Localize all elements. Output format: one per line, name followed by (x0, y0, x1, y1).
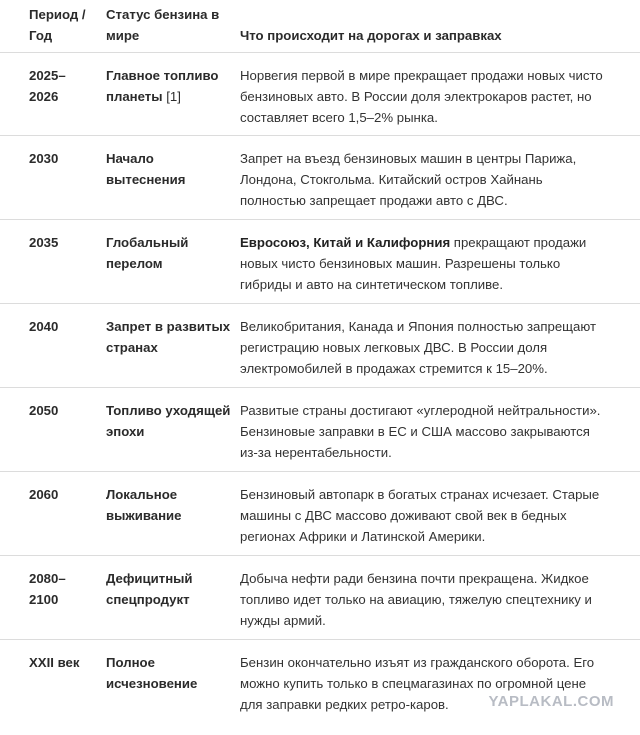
row-period: 2050 (29, 403, 59, 418)
table-row (0, 219, 640, 304)
row-description (240, 484, 610, 547)
row-description-emphasis: Евросоюз, Китай и Калифорния (240, 235, 451, 250)
row-description-text: прекращают продажи новых чисто бензиновых машин. Разрешены только гибриды и авто на синтетическом топливе. (240, 235, 587, 292)
row-status (106, 65, 231, 107)
row-period: 2030 (29, 151, 59, 166)
row-status-label: Начало вытеснения (106, 151, 186, 187)
table-row (0, 639, 640, 735)
row-status (106, 652, 231, 694)
row-description-text: Великобритания, Канада и Япония полностью запрещают регистрацию новых легковых ДВС. В России доля электромобилей в продажах стремится к 15–20%. (240, 319, 596, 376)
row-period: 2035 (29, 235, 59, 250)
row-status-label: Главное топливо планеты (106, 68, 219, 104)
header-period: Период / Год (29, 7, 86, 43)
row-status (106, 316, 231, 358)
table-row (0, 387, 640, 472)
header-status: Статус бензина в мире (106, 7, 220, 43)
row-description (240, 568, 610, 631)
row-status-label: Глобальный перелом (106, 235, 189, 271)
table-row (0, 555, 640, 640)
row-description-text: Норвегия первой в мире прекращает продажи новых чисто бензиновых авто. В России доля электрокаров растет, но составляет всего 1,5–2% рынка. (240, 68, 603, 125)
row-status (106, 148, 231, 190)
row-period: XXII век (29, 655, 80, 670)
row-status-label: Дефицитный спецпродукт (106, 571, 193, 607)
row-period: 2060 (29, 487, 59, 502)
row-status-label: Запрет в развитых странах (106, 319, 231, 355)
row-status (106, 400, 231, 442)
row-status-label: Полное исчезновение (106, 655, 198, 691)
footnote-ref: [1] (162, 89, 181, 104)
row-status (106, 568, 231, 610)
row-status (106, 484, 231, 526)
row-description-text: Бензиновый автопарк в богатых странах исчезает. Старые машины с ДВС массово доживают свой век в бедных регионах Африки и Латинской Америки. (240, 487, 600, 544)
row-description (240, 148, 610, 211)
row-description (240, 400, 610, 463)
table-row (0, 303, 640, 388)
row-status-label: Локальное выживание (106, 487, 182, 523)
header-description: Что происходит на дорогах и заправках (240, 28, 502, 43)
table-row (0, 471, 640, 556)
table-row (0, 52, 640, 136)
row-description (240, 65, 610, 128)
table-row (0, 135, 640, 220)
row-description-text: Запрет на въезд бензиновых машин в центры Парижа, Лондона, Стокгольма. Китайский остров Хайнань полностью запрещает продажи авто с ДВС. (240, 151, 577, 208)
row-description-text: Бензин окончательно изъят из гражданского оборота. Его можно купить только в спецмагазинах по огромной цене для заправки редких ретро-каров. (240, 655, 595, 712)
watermark-logo: YAPLAKAL.COM (488, 693, 614, 710)
row-period: 2025–2026 (29, 68, 66, 104)
table-header (0, 0, 640, 52)
row-status-label: Топливо уходящей эпохи (106, 403, 231, 439)
row-description-text: Развитые страны достигают «углеродной нейтральности». Бензиновые заправки в ЕС и США массово закрываются из-за нерентабельности. (240, 403, 601, 460)
row-description-text: Добыча нефти ради бензина почти прекращена. Жидкое топливо идет только на авиацию, тяжелую спецтехнику и нужды армий. (240, 571, 592, 628)
row-status (106, 232, 231, 274)
row-description (240, 316, 610, 379)
row-period: 2080–2100 (29, 571, 66, 607)
row-description (240, 232, 610, 295)
row-period: 2040 (29, 319, 59, 334)
